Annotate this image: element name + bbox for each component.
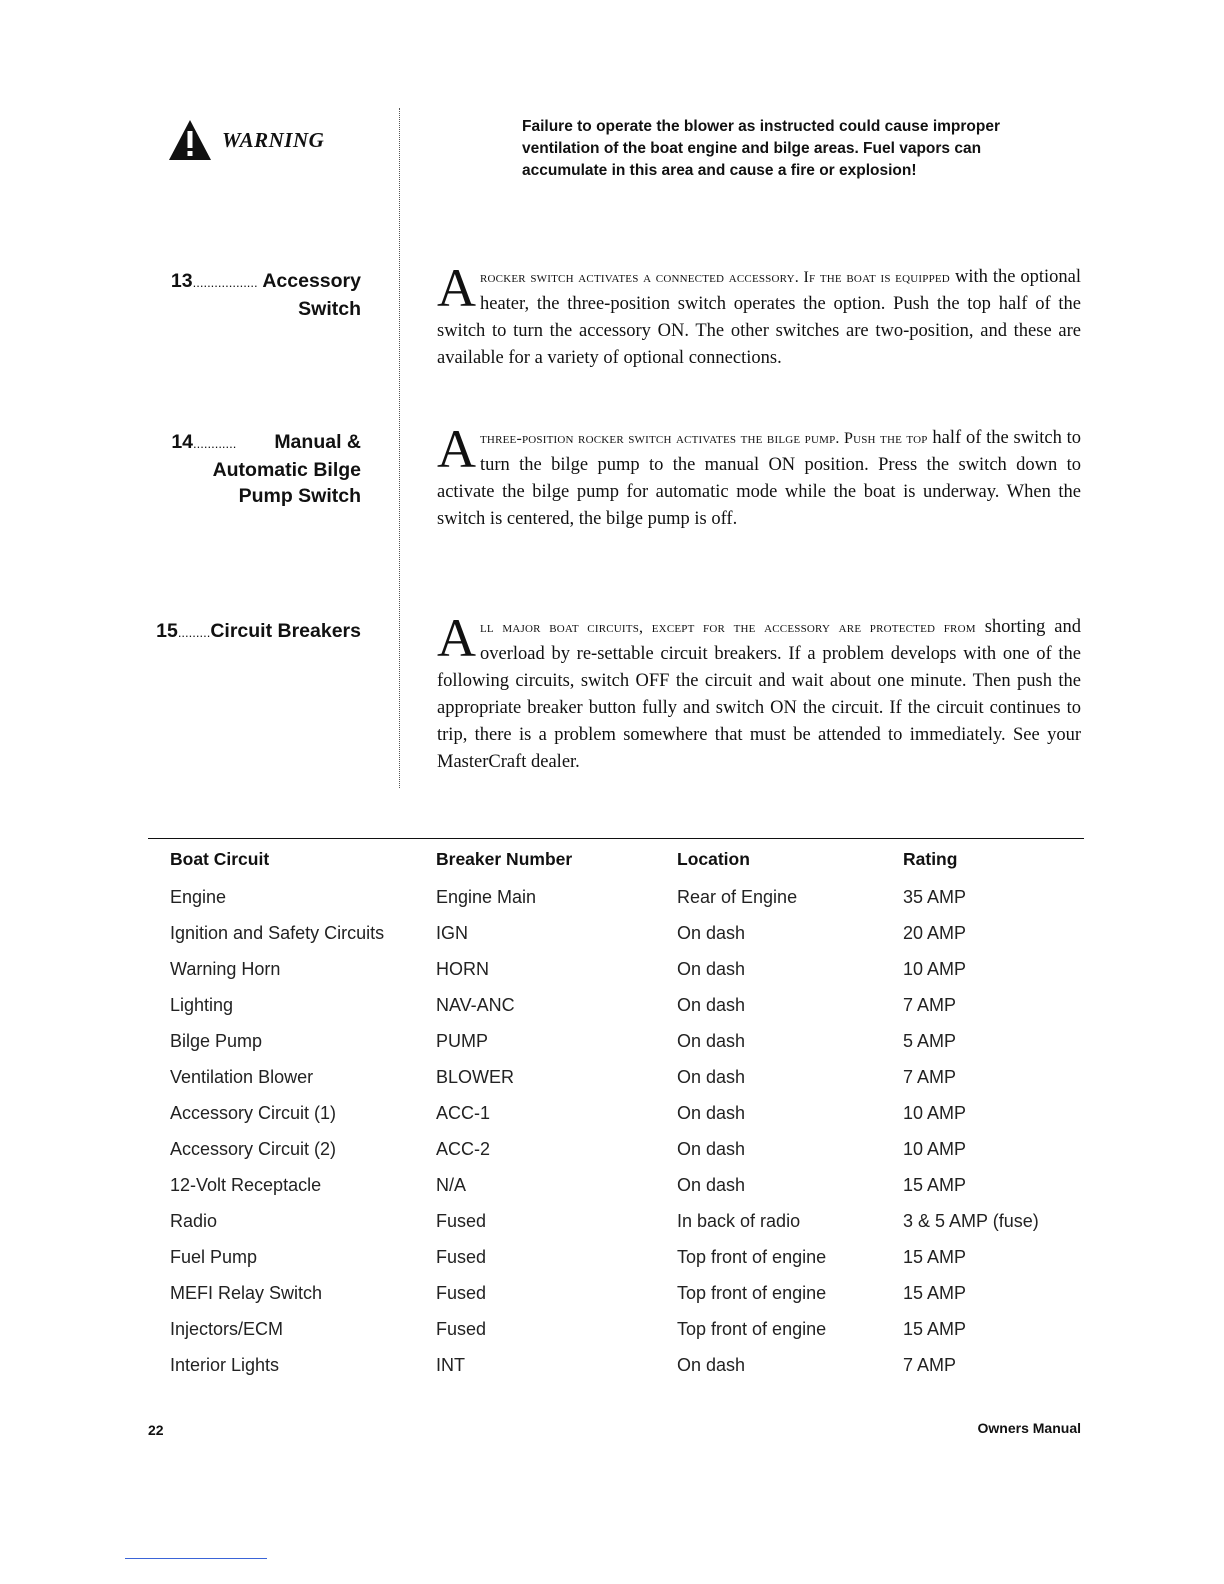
table-cell: NAV-ANC [436, 994, 515, 1015]
table-cell: On dash [677, 1030, 746, 1051]
leader-dots: ......... [177, 625, 211, 640]
lead-in: three-position rocker switch activates the bilge pump. Push the top [480, 430, 928, 447]
page-number: 22 [148, 1422, 164, 1438]
table-cell: 10 AMP [903, 958, 967, 979]
warning-label [168, 118, 324, 162]
table-cell: Rear of Engine [677, 886, 798, 907]
table-cell: Ventilation Blower [170, 1066, 314, 1087]
drop-cap: A [437, 419, 476, 479]
warning-title: WARNING [222, 127, 325, 152]
section-title: Automatic Bilge [212, 459, 361, 481]
table-cell: Fused [436, 1318, 487, 1339]
section-number: 14 [171, 431, 194, 453]
table-cell: Interior Lights [170, 1354, 280, 1375]
table-cell: Bilge Pump [170, 1030, 263, 1051]
table-cell: ACC-1 [436, 1102, 491, 1123]
footer-title: Owners Manual [977, 1420, 1081, 1436]
table-cell: Fuel Pump [170, 1246, 258, 1267]
table-row [148, 1131, 1084, 1167]
table-cell: Accessory Circuit (1) [170, 1102, 337, 1123]
table-cell: 7 AMP [903, 1354, 957, 1375]
warning-text: Failure to operate the blower as instructed could cause improper ventilation of the boat engine and bilge areas. Fuel vapors can accumulate in this area and cause a fire or explosion! [522, 118, 1001, 179]
table-cell: MEFI Relay Switch [170, 1282, 323, 1303]
table-row [148, 1347, 1084, 1383]
table-row [148, 879, 1084, 915]
table-row [148, 915, 1084, 951]
table-row [148, 1275, 1084, 1311]
circuit-breaker-table [148, 838, 1084, 1383]
table-row [148, 1095, 1084, 1131]
table-cell: PUMP [436, 1030, 489, 1051]
section-15-paragraph [437, 608, 1082, 776]
table-header-row [148, 839, 1084, 879]
section-13-paragraph [437, 258, 1082, 372]
table-cell: 3 & 5 AMP (fuse) [903, 1210, 1039, 1231]
table-cell: On dash [677, 1066, 746, 1087]
section-title: Manual & [274, 431, 361, 453]
section-number: 15 [156, 620, 178, 642]
table-cell: 15 AMP [903, 1318, 967, 1339]
column-header: Breaker Number [436, 848, 573, 869]
column-divider [399, 108, 400, 788]
section-15-heading [156, 618, 361, 646]
table-cell: 15 AMP [903, 1282, 967, 1303]
table-cell: Fused [436, 1210, 487, 1231]
section-number: 13 [170, 270, 193, 292]
section-title: Switch [298, 298, 361, 320]
table-cell: IGN [436, 922, 469, 943]
table-cell: 20 AMP [903, 922, 967, 943]
table-cell: 15 AMP [903, 1174, 967, 1195]
table-cell: 35 AMP [903, 886, 967, 907]
table-cell: On dash [677, 1138, 746, 1159]
table-cell: 5 AMP [903, 1030, 957, 1051]
paragraph-body: with the optional heater, the three-position switch operates the option. Push the top half of the switch to turn the accessory ON. The other switches are two-position, and these are available for a variety of optional connections. [437, 267, 1082, 368]
table-cell: On dash [677, 958, 746, 979]
table-cell: Radio [170, 1210, 218, 1231]
section-14-paragraph [437, 419, 1082, 533]
lead-in: rocker switch activates a connected accessory. If the boat is equipped [480, 269, 950, 286]
table-cell: Top front of engine [677, 1318, 827, 1339]
table-cell: Lighting [170, 994, 234, 1015]
section-14-heading [171, 429, 361, 509]
table-cell: Fused [436, 1282, 487, 1303]
table-cell: 10 AMP [903, 1102, 967, 1123]
table-cell: HORN [436, 958, 489, 979]
table-cell: BLOWER [436, 1066, 515, 1087]
table-row [148, 1023, 1084, 1059]
table-cell: 12-Volt Receptacle [170, 1174, 322, 1195]
table-cell: 7 AMP [903, 994, 957, 1015]
paragraph-body: half of the switch to turn the bilge pump to the manual ON position. Press the switch down to activate the bilge pump for automatic mode while the boat is underway. When the switch is centered, the bilge pump is off. [437, 428, 1082, 529]
table-cell: Accessory Circuit (2) [170, 1138, 337, 1159]
column-header: Rating [903, 848, 958, 869]
section-title: Accessory [262, 270, 361, 292]
table-row [148, 951, 1084, 987]
table-row [148, 1239, 1084, 1275]
table-cell: On dash [677, 994, 746, 1015]
table-cell: Top front of engine [677, 1282, 827, 1303]
table-cell: On dash [677, 1354, 746, 1375]
lead-in: ll major boat circuits, except for the accessory are protected from [480, 619, 976, 636]
table-cell: On dash [677, 922, 746, 943]
section-title: Circuit Breakers [210, 620, 361, 642]
table-cell: Injectors/ECM [170, 1318, 284, 1339]
warning-triangle-icon [168, 118, 212, 162]
table-cell: INT [436, 1354, 465, 1375]
paragraph-body: shorting and overload by re-settable circuit breakers. If a problem develops with one of the following circuits, switch OFF the circuit and wait about one minute. Then push the appropriate breaker button fully and switch ON the circuit. If the circuit continues to trip, there is a problem somewhere that must be attended to immediately. See your MasterCraft dealer. [437, 617, 1082, 772]
table-row [148, 1167, 1084, 1203]
drop-cap: A [437, 608, 476, 668]
column-header: Boat Circuit [170, 848, 270, 869]
table-cell: ACC-2 [436, 1138, 491, 1159]
table-cell: Fused [436, 1246, 487, 1267]
table-cell: On dash [677, 1102, 746, 1123]
leader-dots: .................. [192, 275, 258, 290]
table-row [148, 1311, 1084, 1347]
table-cell: On dash [677, 1174, 746, 1195]
table-cell: N/A [436, 1174, 467, 1195]
table-cell: Top front of engine [677, 1246, 827, 1267]
table-row [148, 1203, 1084, 1239]
drop-cap: A [437, 258, 476, 318]
leader-dots: ............ [193, 436, 237, 451]
column-header: Location [677, 848, 750, 869]
table-row [148, 1059, 1084, 1095]
section-13-heading [171, 268, 361, 322]
table-cell: 10 AMP [903, 1138, 967, 1159]
footer-rule [125, 1558, 267, 1559]
table-cell: Ignition and Safety Circuits [170, 922, 385, 943]
table-row [148, 987, 1084, 1023]
table-cell: Engine Main [436, 886, 537, 907]
table-cell: Engine [170, 886, 227, 907]
table-cell: 15 AMP [903, 1246, 967, 1267]
table-cell: Warning Horn [170, 958, 281, 979]
section-title: Pump Switch [238, 485, 361, 507]
table-cell: 7 AMP [903, 1066, 957, 1087]
table-cell: In back of radio [677, 1210, 801, 1231]
